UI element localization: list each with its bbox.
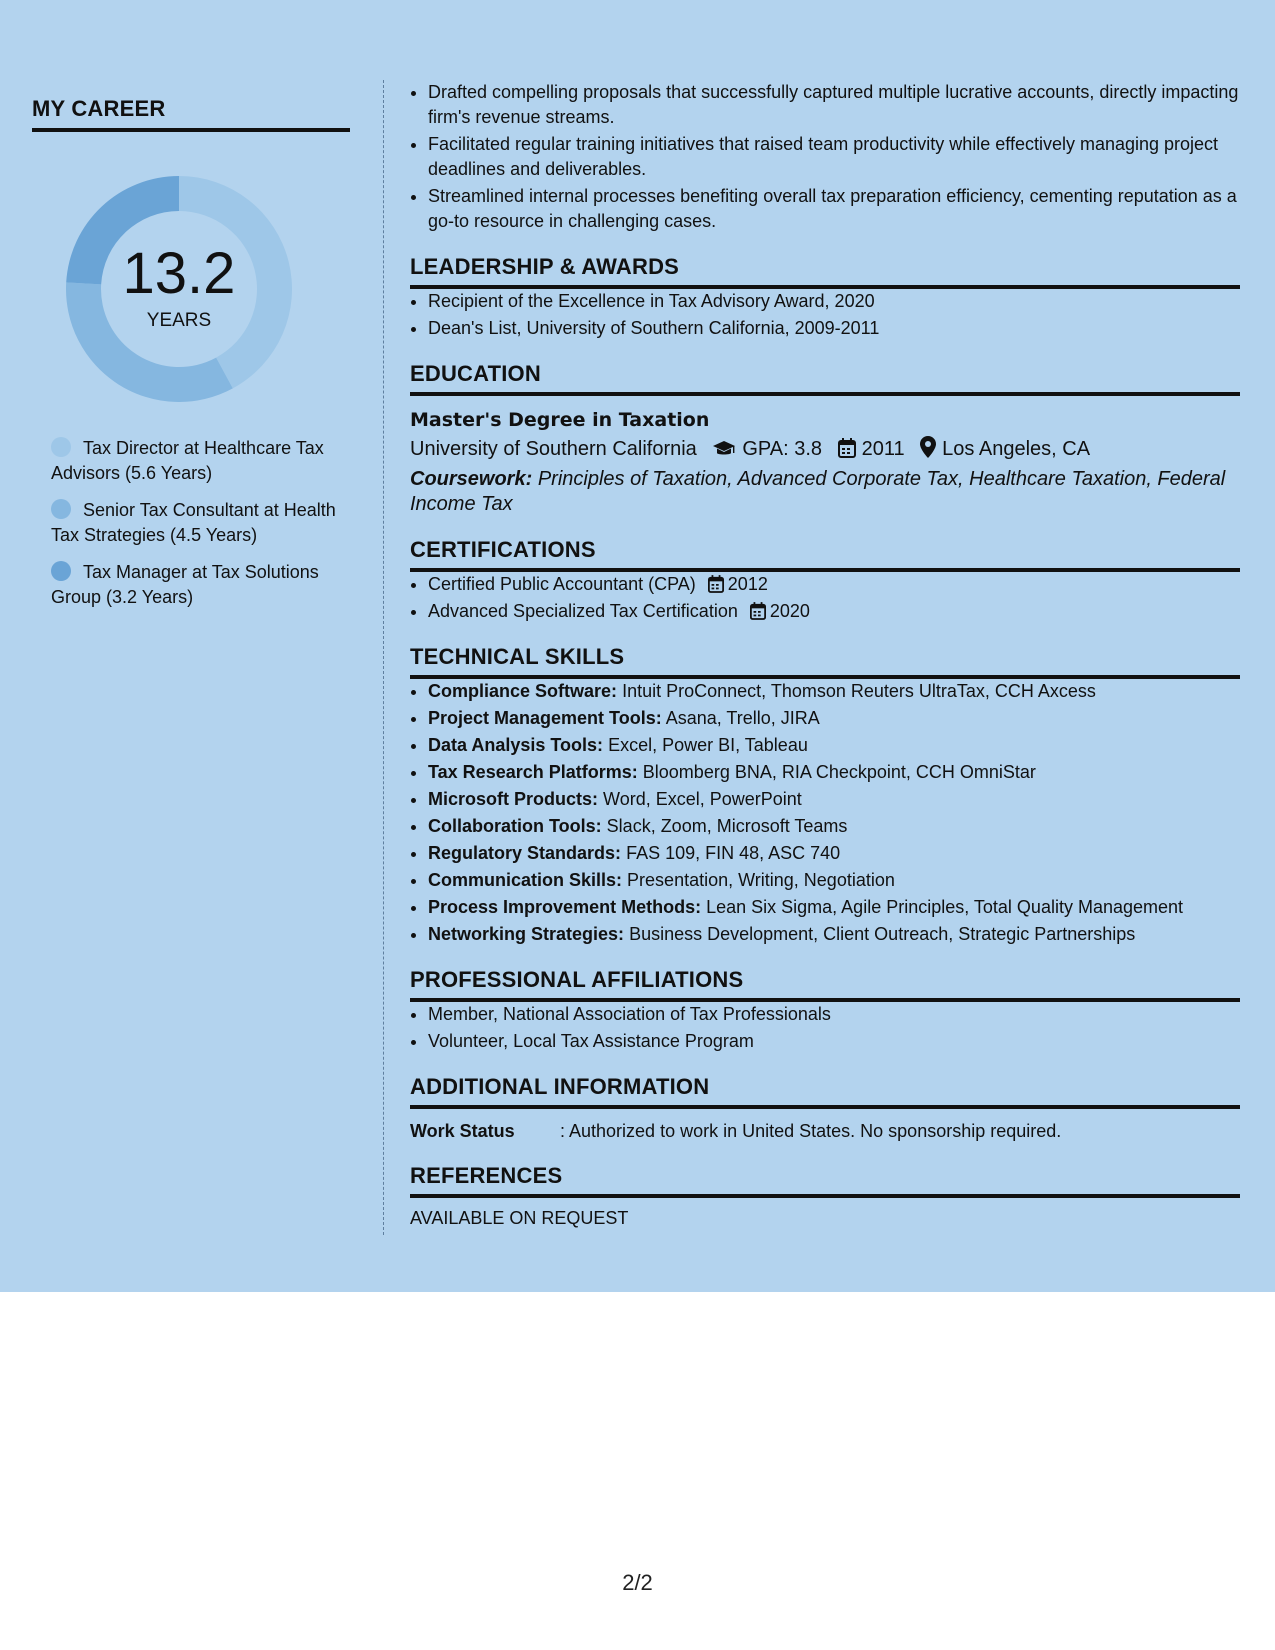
skill-label: Microsoft Products: — [428, 789, 599, 809]
legend-item — [51, 436, 351, 486]
career-donut-chart — [66, 176, 292, 402]
certification-year: 2012 — [727, 574, 768, 594]
skill-item — [428, 922, 1240, 947]
legend-item — [51, 498, 351, 548]
work-status-label: Work Status — [410, 1121, 515, 1141]
career-legend — [51, 436, 351, 622]
column-divider — [383, 80, 384, 1235]
legend-dot-icon — [51, 561, 71, 581]
skill-label: Communication Skills: — [428, 870, 623, 890]
skill-item — [428, 895, 1240, 920]
education-details — [410, 434, 1240, 467]
skill-item — [428, 841, 1240, 866]
calendar-icon — [750, 602, 766, 620]
main-content — [410, 80, 1240, 1229]
education-year: 2011 — [861, 438, 905, 460]
legend-item — [51, 560, 351, 610]
additional-info-title: ADDITIONAL INFORMATION — [410, 1074, 1240, 1109]
education-gpa: GPA: 3.8 — [742, 438, 823, 460]
education-coursework — [410, 467, 1240, 517]
skill-item — [428, 760, 1240, 785]
experience-bullet: • Streamlined internal processes benefiting overall tax preparation efficiency, cementing reputation as a go-to resource in challenging cases. — [428, 184, 1240, 234]
references-text: AVAILABLE ON REQUEST — [410, 1208, 629, 1228]
skill-label: Project Management Tools: — [428, 708, 662, 728]
skill-item — [428, 787, 1240, 812]
education-entry — [410, 406, 1240, 517]
skill-value: Presentation, Writing, Negotiation — [627, 870, 895, 890]
skill-value: Word, Excel, PowerPoint — [603, 789, 802, 809]
coursework-text: Principles of Taxation, Advanced Corporate Tax, Healthcare Taxation, Federal Income Tax — [410, 468, 1226, 515]
certifications-title: CERTIFICATIONS — [410, 537, 1240, 572]
skill-value: Asana, Trello, JIRA — [665, 708, 820, 728]
skill-value: Excel, Power BI, Tableau — [608, 735, 808, 755]
work-status-value: : Authorized to work in United States. No sponsorship required. — [560, 1121, 1062, 1141]
skill-label: Networking Strategies: — [428, 924, 625, 944]
affiliation-item: • Member, National Association of Tax Professionals — [428, 1002, 1240, 1027]
skill-label: Data Analysis Tools: — [428, 735, 604, 755]
skill-value: Intuit ProConnect, Thomson Reuters UltraTax, CCH Axcess — [622, 681, 1096, 701]
career-title: MY CAREER — [32, 96, 350, 132]
skill-item — [428, 814, 1240, 839]
certification-name: Certified Public Accountant (CPA) — [428, 574, 696, 594]
skill-item — [428, 868, 1240, 893]
skill-value: Slack, Zoom, Microsoft Teams — [606, 816, 848, 836]
leadership-list — [410, 289, 1240, 341]
career-sidebar — [32, 96, 350, 607]
education-school: University of Southern California — [410, 438, 697, 460]
certification-name: Advanced Specialized Tax Certification — [428, 601, 738, 621]
leadership-item: • Dean's List, University of Southern California, 2009-2011 — [428, 316, 1240, 341]
legend-label: Senior Tax Consultant at Health Tax Strategies (4.5 Years) — [51, 500, 336, 545]
experience-bullet: • Drafted compelling proposals that successfully captured multiple lucrative accounts, directly impacting firm's revenue streams. — [428, 80, 1240, 130]
page-number: 2/2 — [622, 1570, 653, 1595]
calendar-icon — [838, 437, 856, 467]
skill-item — [428, 679, 1240, 704]
certification-year: 2020 — [769, 601, 810, 621]
skill-label: Compliance Software: — [428, 681, 618, 701]
certification-date — [738, 601, 810, 621]
location-pin-icon — [920, 436, 936, 467]
certification-item — [428, 572, 1240, 597]
education-title: EDUCATION — [410, 361, 1240, 396]
experience-bullets — [410, 80, 1240, 234]
calendar-icon — [708, 575, 724, 593]
affiliations-title: PROFESSIONAL AFFILIATIONS — [410, 967, 1240, 1002]
skill-value: Lean Six Sigma, Agile Principles, Total Quality Management — [706, 897, 1184, 917]
skill-item — [428, 733, 1240, 758]
skill-value: FAS 109, FIN 48, ASC 740 — [626, 843, 841, 863]
affiliations-list — [410, 1002, 1240, 1054]
skill-label: Process Improvement Methods: — [428, 897, 702, 917]
certification-date — [696, 574, 768, 594]
skill-label: Regulatory Standards: — [428, 843, 622, 863]
education-degree: Master's Degree in Taxation — [410, 409, 710, 431]
legend-label: Tax Director at Healthcare Tax Advisors (5.6 Years) — [51, 438, 324, 483]
education-location: Los Angeles, CA — [942, 438, 1091, 460]
legend-dot-icon — [51, 499, 71, 519]
skill-item — [428, 706, 1240, 731]
references-title: REFERENCES — [410, 1163, 1240, 1198]
skills-title: TECHNICAL SKILLS — [410, 644, 1240, 679]
legend-label: Tax Manager at Tax Solutions Group (3.2 Years) — [51, 562, 319, 607]
leadership-item: • Recipient of the Excellence in Tax Advisory Award, 2020 — [428, 289, 1240, 314]
skill-value: Bloomberg BNA, RIA Checkpoint, CCH OmniStar — [642, 762, 1036, 782]
skill-value: Business Development, Client Outreach, Strategic Partnerships — [629, 924, 1136, 944]
skill-label: Collaboration Tools: — [428, 816, 602, 836]
skill-label: Tax Research Platforms: — [428, 762, 638, 782]
graduation-cap-icon — [712, 437, 736, 467]
total-years-unit: YEARS — [146, 310, 212, 331]
coursework-label: Coursework: — [410, 468, 533, 490]
total-years-value: 13.2 — [122, 241, 236, 306]
certification-item — [428, 599, 1240, 624]
affiliation-item: • Volunteer, Local Tax Assistance Program — [428, 1029, 1240, 1054]
leadership-title: LEADERSHIP & AWARDS — [410, 254, 1240, 289]
legend-dot-icon — [51, 437, 71, 457]
certifications-list — [410, 572, 1240, 624]
skills-list — [410, 679, 1240, 947]
work-status-row — [410, 1119, 1240, 1143]
experience-bullet: • Facilitated regular training initiatives that raised team productivity while effectively managing project deadlines and deliverables. — [428, 132, 1240, 182]
